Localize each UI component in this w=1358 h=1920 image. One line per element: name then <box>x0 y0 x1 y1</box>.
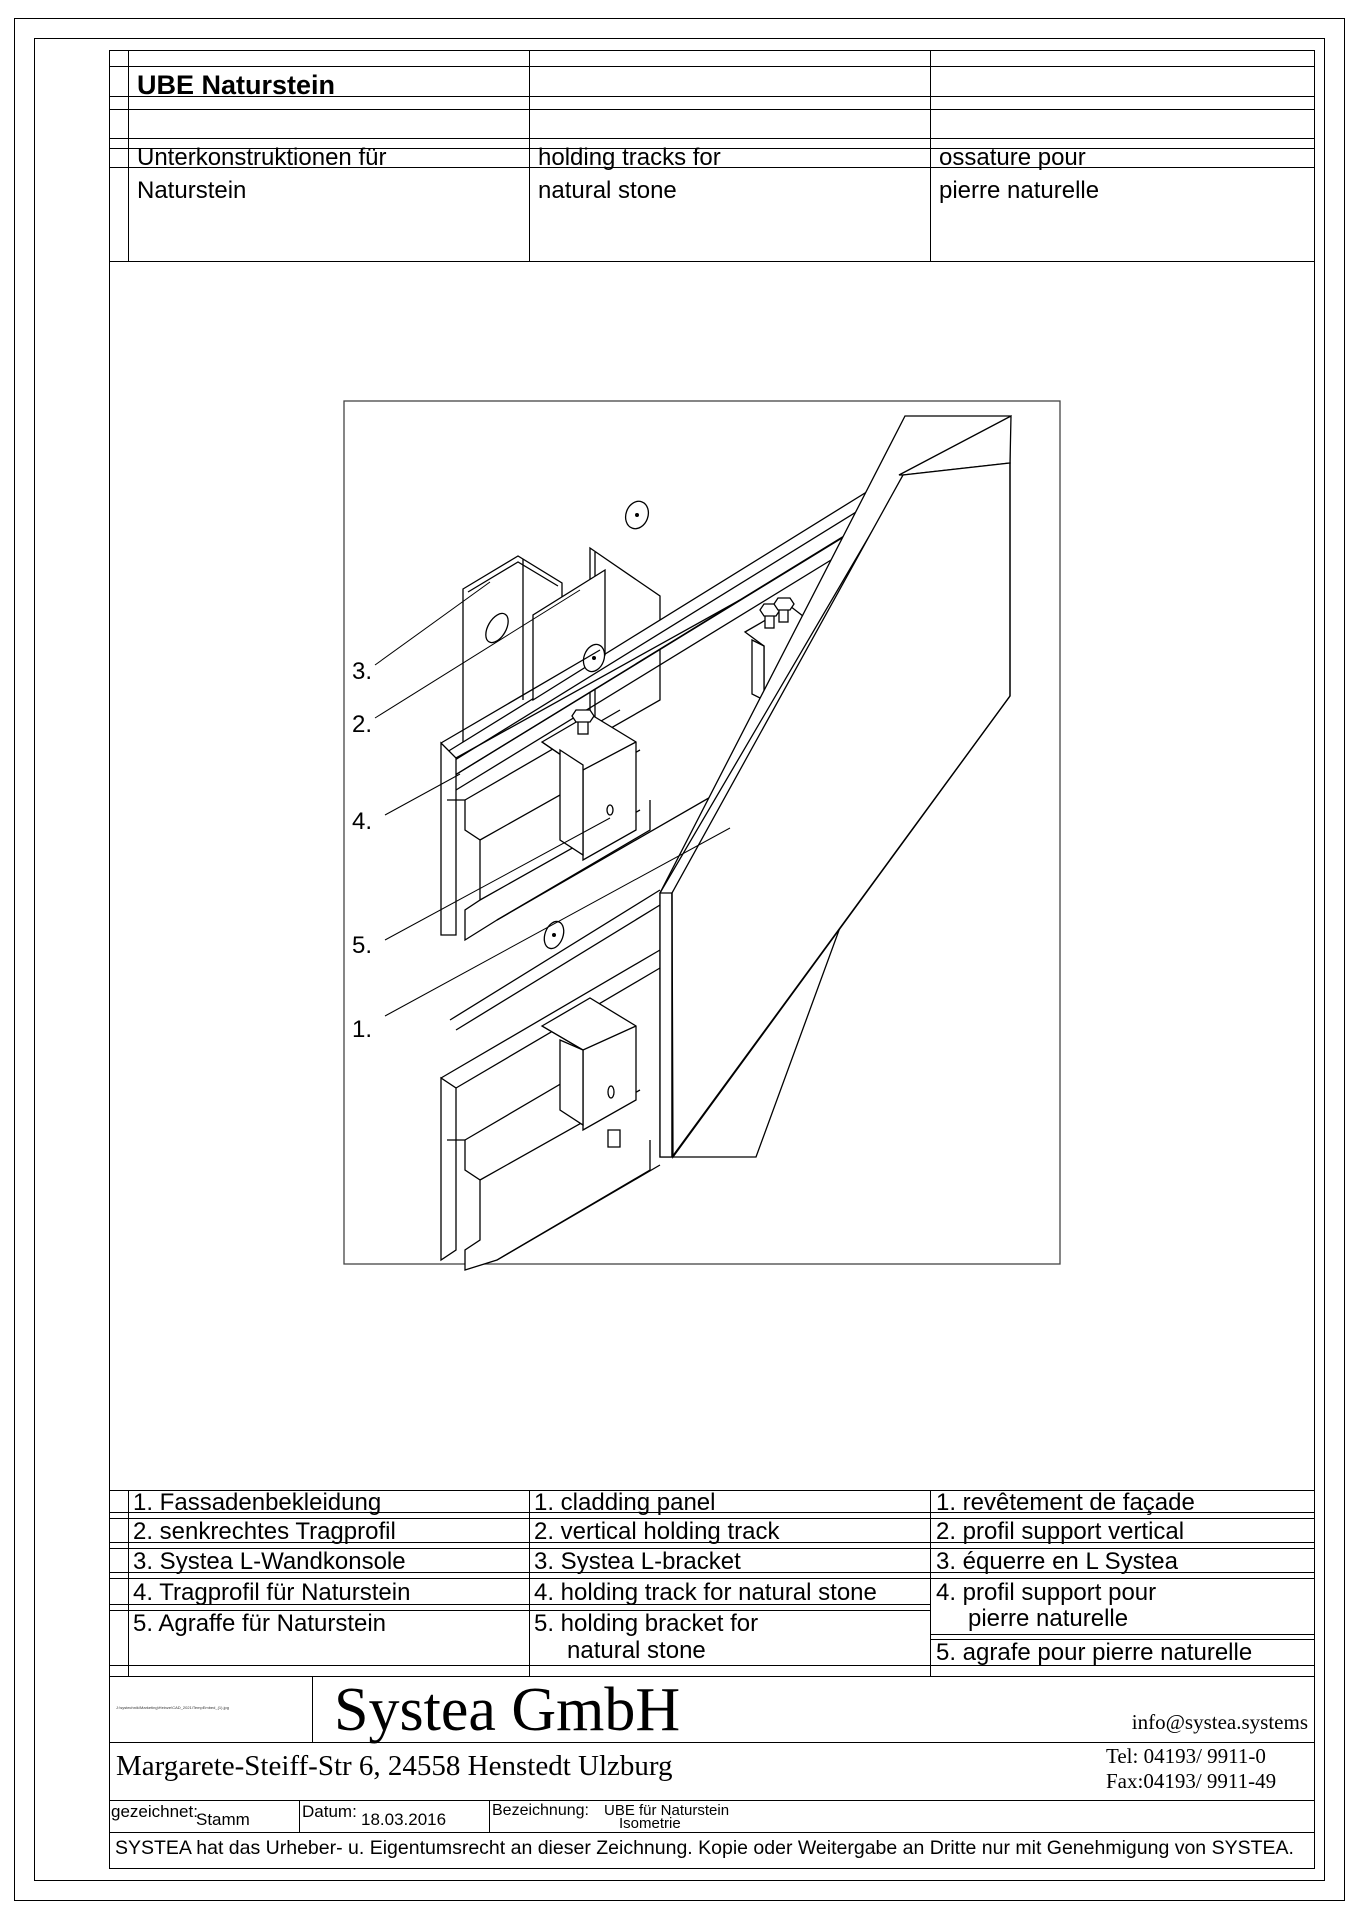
legend-fr-4-cont: pierre naturelle <box>968 1605 1129 1632</box>
description-de-line2: Naturstein <box>137 177 247 204</box>
description-fr-line1: ossature pour <box>939 144 1086 171</box>
callout-3: 3. <box>352 658 373 685</box>
file-path: J:\systechnik\Marketing\Heinze\CAD_2021\TempEmbed_(1).jpg <box>116 1705 229 1710</box>
legend-fr-4: 4. profil support pour <box>936 1579 1157 1606</box>
legend-en-5-cont: natural stone <box>567 1637 706 1664</box>
callout-2: 2. <box>352 711 373 738</box>
legend-de-1: 1. Fassadenbekleidung <box>133 1489 382 1516</box>
legend-fr-5: 5. agrafe pour pierre naturelle <box>936 1639 1253 1666</box>
legend-de-5: 5. Agraffe für Naturstein <box>133 1610 387 1637</box>
company-email: info@systea.systems <box>1131 1710 1308 1734</box>
company-name: Systea GmbH <box>334 1676 681 1744</box>
description-de-line1: Unterkonstruktionen für <box>137 144 387 171</box>
callout-1: 1. <box>352 1016 373 1043</box>
legend-fr-1: 1. revêtement de façade <box>936 1489 1195 1516</box>
legend-fr-2: 2. profil support vertical <box>936 1518 1185 1545</box>
legend-fr-3: 3. équerre en L Systea <box>936 1548 1178 1575</box>
copyright-notice: SYSTEA hat das Urheber- u. Eigentumsrecht an dieser Zeichnung. Kopie oder Weitergabe an Dritte nur mit Genehmigung von SYSTEA. <box>115 1837 1294 1859</box>
company-fax: Fax:04193/ 9911-49 <box>1106 1769 1277 1793</box>
description-en-line2: natural stone <box>538 177 677 204</box>
designation-value-1: UBE für Naturstein <box>604 1802 730 1819</box>
callout-4: 4. <box>352 808 373 835</box>
date-value: 18.03.2016 <box>361 1810 447 1829</box>
date-label: Datum: <box>302 1802 357 1821</box>
company-tel: Tel: 04193/ 9911-0 <box>1106 1744 1266 1768</box>
description-fr-line2: pierre naturelle <box>939 177 1100 204</box>
legend-en-2: 2. vertical holding track <box>534 1518 780 1545</box>
legend-en-4: 4. holding track for natural stone <box>534 1579 877 1606</box>
callout-5: 5. <box>352 932 373 959</box>
drawing-title: UBE Naturstein <box>137 70 336 100</box>
legend-de-3: 3. Systea L-Wandkonsole <box>133 1548 406 1575</box>
drawn-by-label: gezeichnet: <box>111 1802 198 1821</box>
drawn-by-value: Stamm <box>196 1810 250 1829</box>
designation-value-2: Isometrie <box>619 1815 681 1832</box>
company-address: Margarete-Steiff-Str 6, 24558 Henstedt Ulzburg <box>116 1750 673 1782</box>
legend-de-2: 2. senkrechtes Tragprofil <box>133 1518 396 1545</box>
description-en-line1: holding tracks for <box>538 144 721 171</box>
legend-de-4: 4. Tragprofil für Naturstein <box>133 1579 411 1606</box>
designation-label: Bezeichnung: <box>492 1802 589 1819</box>
legend-en-1: 1. cladding panel <box>534 1489 716 1516</box>
legend-en-5: 5. holding bracket for <box>534 1610 759 1637</box>
legend-en-3: 3. Systea L-bracket <box>534 1548 741 1575</box>
